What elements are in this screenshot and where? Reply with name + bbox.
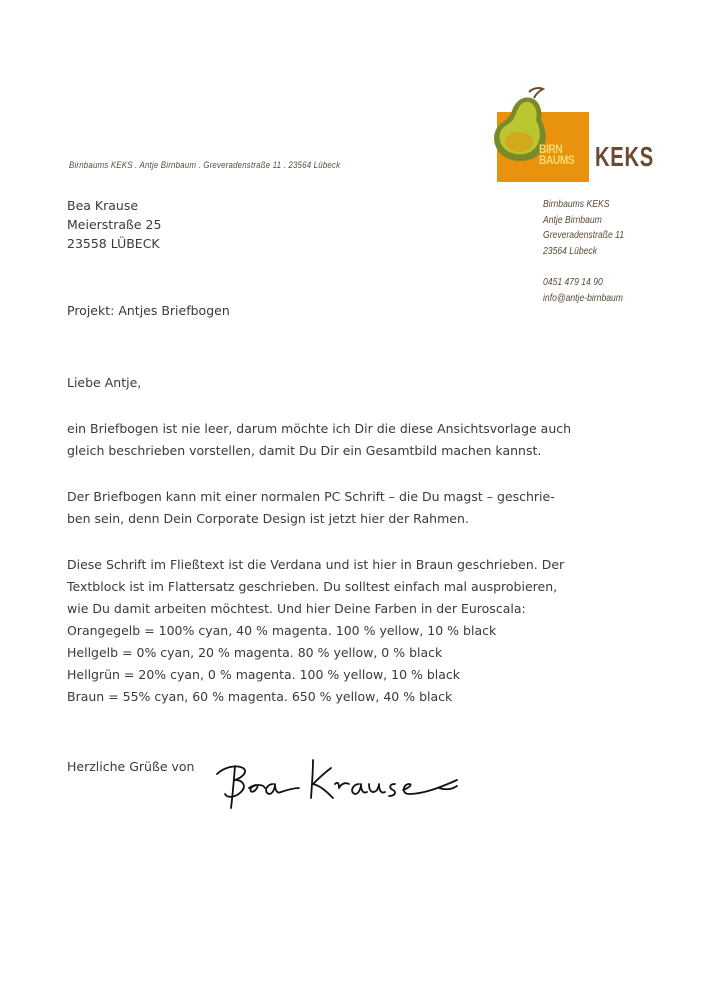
subject-line: Projekt: Antjes Briefbogen bbox=[67, 303, 230, 318]
handwritten-signature bbox=[213, 754, 463, 816]
body-paragraph-3 bbox=[67, 554, 564, 708]
closing-line: Herzliche Grüße von bbox=[67, 759, 195, 774]
body-line: Diese Schrift im Fließtext ist die Verdana und ist hier in Braun geschrieben. Der bbox=[67, 557, 565, 572]
body-paragraph-2 bbox=[67, 486, 555, 530]
body-line: Textblock ist im Flattersatz geschrieben. Du solltest einfach mal ausprobieren, bbox=[67, 579, 558, 594]
contact-name: Antje Birnbaum bbox=[543, 214, 602, 226]
body-line: Der Briefbogen kann mit einer normalen PC Schrift – die Du magst – geschrie- bbox=[67, 489, 555, 504]
recipient-address bbox=[67, 196, 161, 253]
color-spec-orangegelb: Orangegelb = 100% cyan, 40 % magenta. 100 % yellow, 10 % black bbox=[67, 623, 497, 638]
body-line: ein Briefbogen ist nie leer, darum möchte ich Dir die diese Ansichtsvorlage auch bbox=[67, 421, 572, 436]
contact-phone: 0451 479 14 90 bbox=[543, 277, 603, 288]
body-paragraph-1 bbox=[67, 418, 571, 462]
sender-address-line: Birnbaums KEKS . Antje Birnbaum . Greveradenstraße 11 . 23564 Lübeck bbox=[69, 160, 341, 170]
contact-company: Birnbaums KEKS bbox=[543, 199, 610, 210]
recipient-name: Bea Krause bbox=[67, 198, 139, 213]
body-line: gleich beschrieben vorstellen, damit Du Dir ein Gesamtbild machen kannst. bbox=[67, 443, 542, 458]
color-spec-hellgelb: Hellgelb = 0% cyan, 20 % magenta. 80 % yellow, 0 % black bbox=[67, 645, 443, 660]
color-spec-hellgruen: Hellgrün = 20% cyan, 0 % magenta. 100 % yellow, 10 % black bbox=[67, 667, 461, 682]
contact-block bbox=[543, 197, 624, 306]
contact-email: info@antje-birnbaum bbox=[543, 292, 623, 304]
salutation: Liebe Antje, bbox=[67, 375, 142, 390]
recipient-city: 23558 LÜBECK bbox=[67, 236, 160, 251]
contact-street: Greveradenstraße 11 bbox=[543, 230, 625, 241]
color-spec-braun: Braun = 55% cyan, 60 % magenta. 650 % yellow, 40 % black bbox=[67, 689, 453, 704]
contact-city: 23564 Lübeck bbox=[543, 245, 598, 257]
body-line: wie Du damit arbeiten möchtest. Und hier Deine Farben in der Euroscala: bbox=[67, 601, 526, 616]
recipient-street: Meierstraße 25 bbox=[67, 217, 162, 232]
logo-keks-text: KEKS bbox=[595, 141, 654, 172]
logo-birnbaums-text: BIRN BAUMS bbox=[539, 142, 575, 167]
body-line: ben sein, denn Dein Corporate Design ist jetzt hier der Rahmen. bbox=[67, 511, 469, 526]
company-logo bbox=[489, 86, 659, 184]
